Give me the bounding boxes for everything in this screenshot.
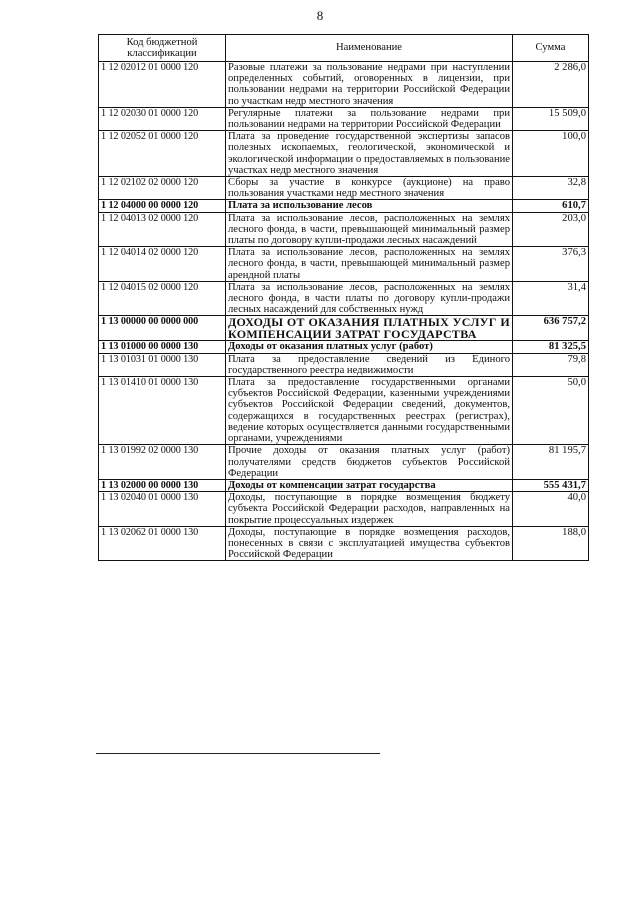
row-code: 1 12 02030 01 0000 120 xyxy=(99,107,226,130)
row-name: Сборы за участие в конкурсе (аукционе) на право пользования участками недр местного значения xyxy=(226,177,513,200)
table-row xyxy=(99,479,589,491)
row-name: Плата за использование лесов, расположенных на землях лесного фонда, в части, превышающей минимальный размер платы по договору купли-продажи лесных насаждений xyxy=(226,212,513,247)
row-sum: 79,8 xyxy=(513,353,589,376)
row-code: 1 12 02102 02 0000 120 xyxy=(99,177,226,200)
table-row xyxy=(99,353,589,376)
row-code: 1 13 00000 00 0000 000 xyxy=(99,316,226,341)
table-row xyxy=(99,316,589,341)
row-name: Доходы от компенсации затрат государства xyxy=(226,479,513,491)
table-row xyxy=(99,62,589,108)
row-code: 1 13 01031 01 0000 130 xyxy=(99,353,226,376)
table-row xyxy=(99,281,589,316)
header-code: Код бюджетной классификации xyxy=(99,35,226,62)
row-code: 1 13 02000 00 0000 130 xyxy=(99,479,226,491)
row-code: 1 12 02012 01 0000 120 xyxy=(99,62,226,108)
row-sum: 32,8 xyxy=(513,177,589,200)
row-code: 1 13 01992 02 0000 130 xyxy=(99,445,226,480)
row-code: 1 13 01000 00 0000 130 xyxy=(99,341,226,353)
table-row xyxy=(99,445,589,480)
row-sum: 50,0 xyxy=(513,377,589,445)
table-row xyxy=(99,492,589,527)
row-code: 1 12 02052 01 0000 120 xyxy=(99,131,226,177)
budget-table xyxy=(98,34,589,561)
row-sum: 40,0 xyxy=(513,492,589,527)
row-sum: 81 325,5 xyxy=(513,341,589,353)
row-name: Плата за использование лесов, расположенных на землях лесного фонда, в части платы по договору купли-продажи лесных насаждений для собственных нужд xyxy=(226,281,513,316)
row-sum: 15 509,0 xyxy=(513,107,589,130)
row-name: Разовые платежи за пользование недрами при наступлении определенных событий, оговоренных в лицензии, при пользовании недрами на территории Российской Федерации по участкам недр местного значения xyxy=(226,62,513,108)
row-sum: 555 431,7 xyxy=(513,479,589,491)
row-name: Доходы, поступающие в порядке возмещения расходов, понесенных в связи с эксплуатацией имущества субъектов Российской Федерации xyxy=(226,526,513,561)
row-sum: 100,0 xyxy=(513,131,589,177)
row-code: 1 12 04014 02 0000 120 xyxy=(99,247,226,282)
table-row xyxy=(99,212,589,247)
row-code: 1 12 04000 00 0000 120 xyxy=(99,200,226,212)
row-sum: 188,0 xyxy=(513,526,589,561)
row-name: Плата за использование лесов xyxy=(226,200,513,212)
row-name: ДОХОДЫ ОТ ОКАЗАНИЯ ПЛАТНЫХ УСЛУГ И КОМПЕНСАЦИИ ЗАТРАТ ГОСУДАРСТВА xyxy=(226,316,513,341)
row-name: Доходы от оказания платных услуг (работ) xyxy=(226,341,513,353)
row-sum: 203,0 xyxy=(513,212,589,247)
row-sum: 610,7 xyxy=(513,200,589,212)
page-number: 8 xyxy=(316,8,324,23)
row-name: Плата за предоставление государственными органами субъектов Российской Федерации, казенными учреждениями субъектов Российской Федерации сведений, документов, содержащихся в государственных реестрах (регистрах), ведение которых осуществляется данными государственными органами, учреждениями xyxy=(226,377,513,445)
row-sum: 31,4 xyxy=(513,281,589,316)
row-code: 1 12 04013 02 0000 120 xyxy=(99,212,226,247)
table-row xyxy=(99,107,589,130)
table-header-row xyxy=(99,35,589,62)
header-sum: Сумма xyxy=(513,35,589,62)
table-row xyxy=(99,177,589,200)
row-name: Прочие доходы от оказания платных услуг (работ) получателями средств бюджетов субъектов Российской Федерации xyxy=(226,445,513,480)
row-code: 1 12 04015 02 0000 120 xyxy=(99,281,226,316)
row-code: 1 13 02040 01 0000 130 xyxy=(99,492,226,527)
table-row xyxy=(99,247,589,282)
table-row xyxy=(99,377,589,445)
row-name: Плата за использование лесов, расположенных на землях лесного фонда, в части, превышающей минимальный размер арендной платы xyxy=(226,247,513,282)
row-name: Доходы, поступающие в порядке возмещения бюджету субъекта Российской Федерации расходов, направленных на покрытие процессуальных издержек xyxy=(226,492,513,527)
footer-divider xyxy=(96,753,380,754)
header-name: Наименование xyxy=(226,35,513,62)
table-row xyxy=(99,200,589,212)
table-row xyxy=(99,131,589,177)
table-row xyxy=(99,341,589,353)
row-sum: 2 286,0 xyxy=(513,62,589,108)
row-code: 1 13 01410 01 0000 130 xyxy=(99,377,226,445)
row-name: Плата за проведение государственной экспертизы запасов полезных ископаемых, геологической, экономической и экологической информации о предоставляемых в пользование участках недр местного значения xyxy=(226,131,513,177)
row-sum: 636 757,2 xyxy=(513,316,589,341)
row-sum: 376,3 xyxy=(513,247,589,282)
row-name: Регулярные платежи за пользование недрами при пользовании недрами на территории Российской Федерации xyxy=(226,107,513,130)
row-sum: 81 195,7 xyxy=(513,445,589,480)
table-row xyxy=(99,526,589,561)
row-name: Плата за предоставление сведений из Единого государственного реестра недвижимости xyxy=(226,353,513,376)
row-code: 1 13 02062 01 0000 130 xyxy=(99,526,226,561)
